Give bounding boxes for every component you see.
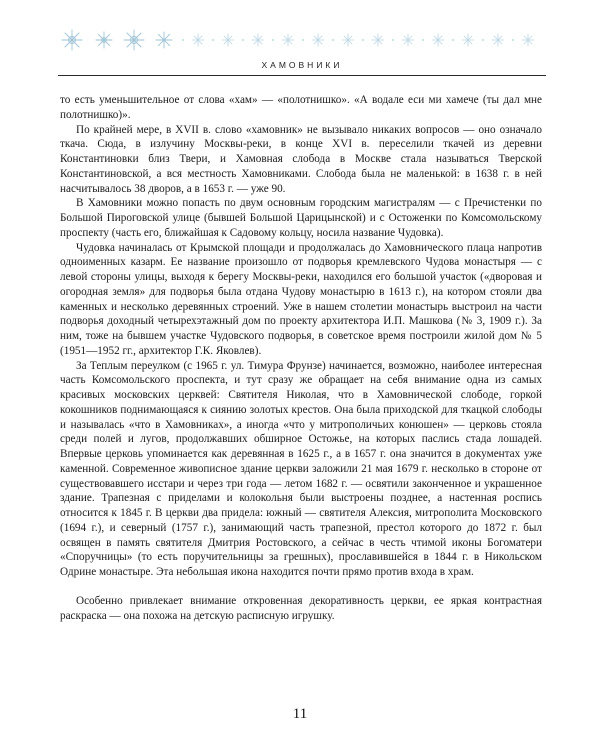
paragraph: Чудовка начиналась от Крымской площади и продолжалась до Хамовнического плаца напротив одноименных казарм. Ее название произошло от подворья кремлевского Чудова монастыря — с левой стороны улицы, выходя к берегу Москвы-реки, находился его большой участок («дворовая и огородная земля» для подворья была отдана Чудову монастырю в 1613 г.), на котором стояли два каменных и несколько деревянных строений. Уже в нашем столетии монастырь выстроил на части подворья доходный четырехэтажный дом по проекту архитектора И.П. Машкова (№ 3, 1909 г.). За ним, тоже на бывшем участке Чудовского подворья, в советское время построили жилой дом № 5 (1951—1952 гг., архитектор Г.К. Яковлев). [60, 241, 542, 357]
paragraph: В Хамовники можно попасть по двум основным городским магистралям — с Пречистенки по Большой Пироговской улице (бывшей Большой Царицынской) и с Остоженки по Комсомольскому проспекту (часть его, ближайшая к Садовому кольцу, носила название Чудовка). [60, 197, 542, 239]
paragraph-continuation: то есть уменьшительное от слова «хам» — «полотнишко». «А водале еси ми хамече (ты дал мне полотнишко)». [60, 94, 542, 121]
paragraph: Особенно привлекает внимание откровенная декоративность церкви, ее яркая контрастная раскраска — она похожа на детскую расписную игрушку. [60, 594, 542, 622]
page-number: 11 [292, 706, 308, 722]
paragraph: За Теплым переулком (с 1965 г. ул. Тимура Фрунзе) начинается, возможно, наиболее интересная часть Комсомольского проспекта, и тут сразу же обращает на себя внимание одна из самых красивых московских церквей: Святителя Николая, что в Хамовнической слободе, горкой кокошников поднимающаяся к сиянию золотых крестов. Она была приходской для ткацкой слободы и называлась «что в Хамовниках», а иногда «что у митрополичьих конюшен» — церковь стояла среди полей и лугов, продолжавших обширное Остожье, на которых паслись стада лошадей. Впервые церковь упоминается как деревянная в 1625 г., а в 1657 г. она значится в документах уже каменной. Современное живописное здание церкви заложили 21 мая 1679 г. несколько в стороне от существовавшего исстари и через три года — летом 1682 г. — освятили законченное и украшенное здание. Трапезная с приделами и колокольня были выстроены позднее, а настенная роспись относится к 1845 г. В церкви два придела: южный — святителя Алексия, митрополита Московского (1694 г.), и северный (1757 г.), занимающий часть трапезной, престол которого до 1872 г. был освящен в память святителя Дмитрия Ростовского, а сейчас в честь чтимой иконы Богоматери «Споручницы» (то есть поручительницы за грешных), прославившейся в 1844 г. в Никольском Одрине монастыре. Эта небольшая икона находится почти прямо против входа в храм. [60, 359, 542, 578]
main-text [60, 93, 542, 623]
running-head-title: ХАМОВНИКИ [261, 60, 343, 70]
paragraph: По крайней мере, в XVII в. слово «хамовник» не вызывало никаких вопросов — оно означало ткача. Сюда, в излучину Москвы-реки, в конце XVI в. переселили ткачей из деревни Константиновки близ Твери, и Хамовная слобода в Москве стала называться Тверской Константиновской, а вся местность Хамовниками. Слобода была не маленькой: в 1638 г. в ней насчитывалось 38 дворов, а в 1653 г. — уже 90. [60, 123, 542, 195]
header-divider [58, 75, 546, 76]
snowflake-ornament-icon [58, 26, 546, 54]
